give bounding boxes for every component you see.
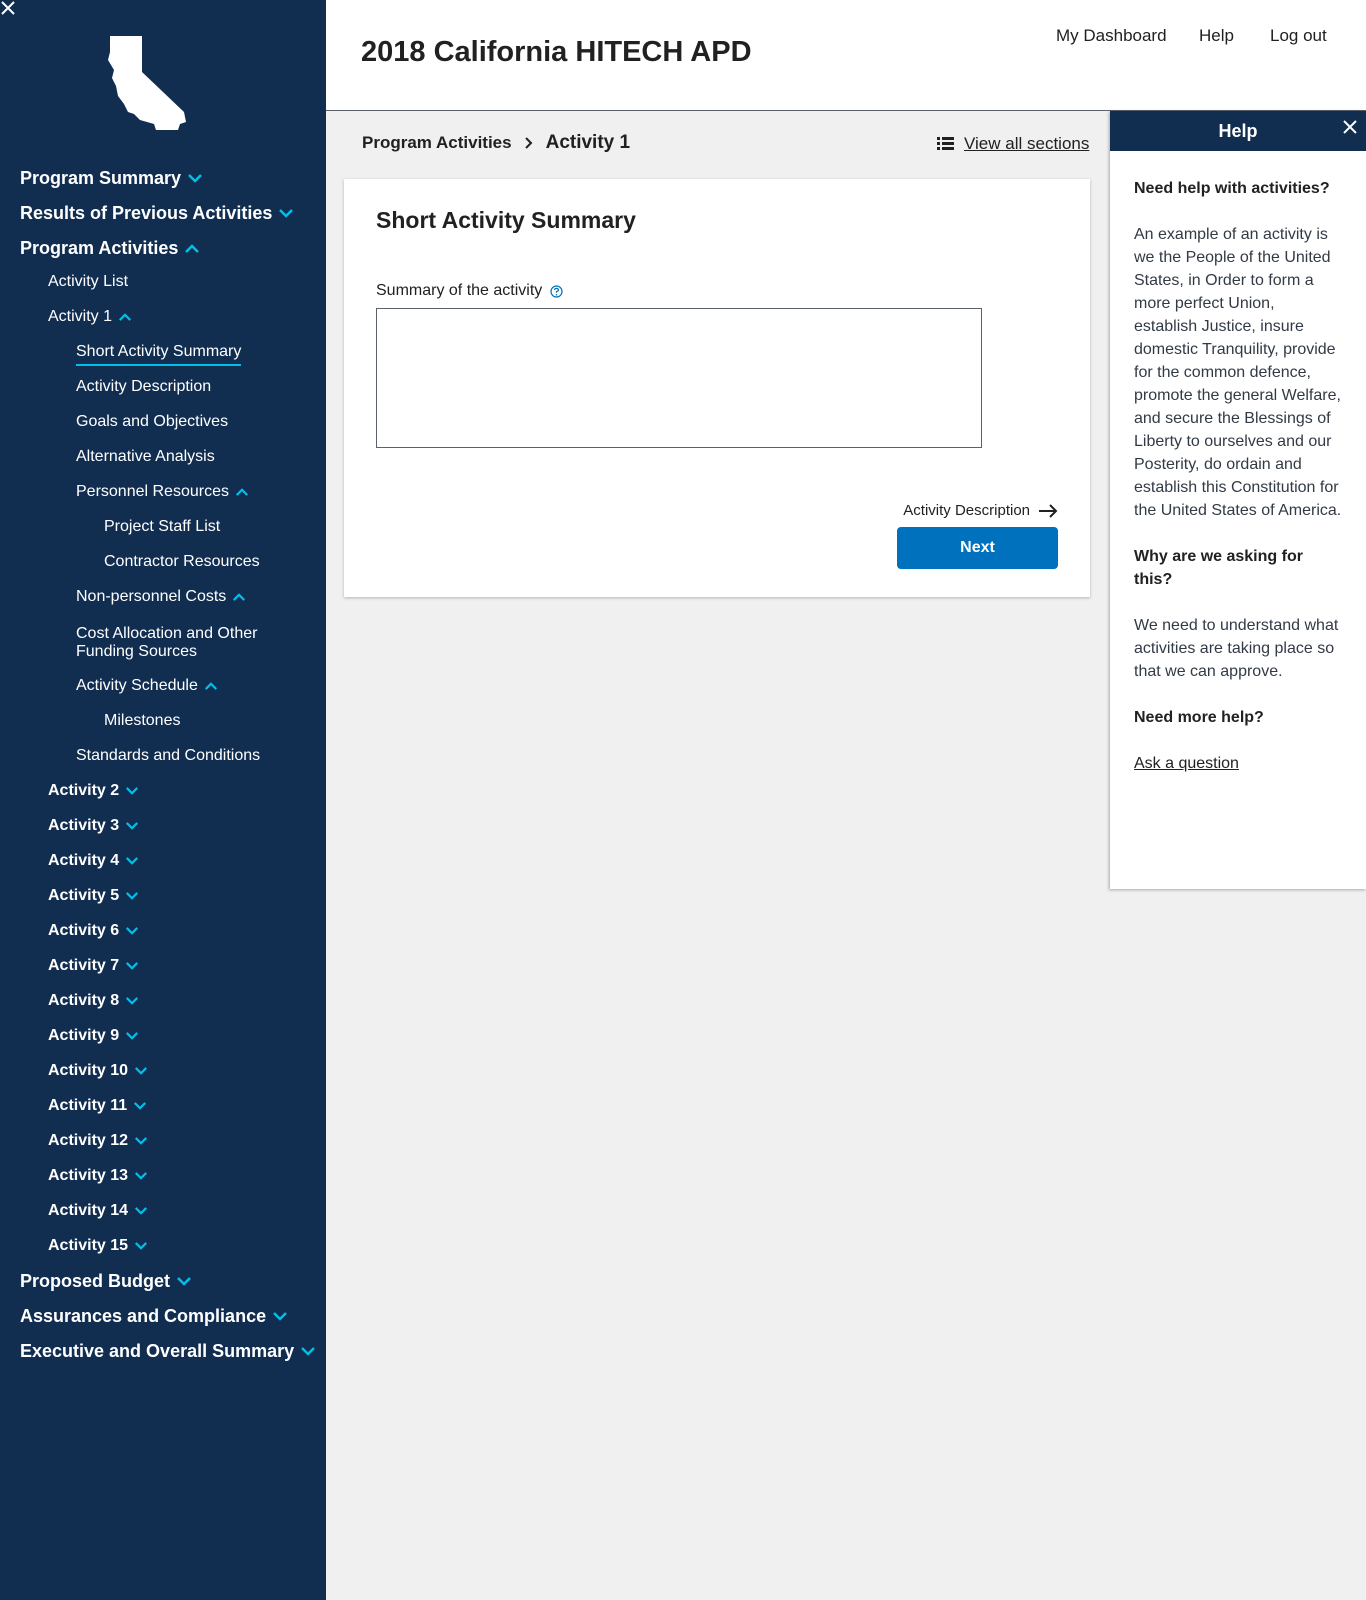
nav-activity-1[interactable] xyxy=(48,308,132,326)
nav-label: Program Summary xyxy=(20,168,182,188)
chevron-down-icon xyxy=(125,996,139,1006)
nav-activity-8[interactable] xyxy=(48,992,139,1010)
nav-label: Activity 12 xyxy=(48,1132,129,1149)
chevron-down-icon xyxy=(125,961,139,971)
help-question-2: Why are we asking for this? xyxy=(1134,548,1303,588)
california-state-logo xyxy=(100,34,195,134)
chevron-up-icon xyxy=(204,681,218,691)
nav-label: Contractor Resources xyxy=(104,553,260,570)
nav-cost-allocation[interactable] xyxy=(76,625,276,661)
nav-proposed-budget[interactable] xyxy=(20,1271,192,1292)
nav-label: Executive and Overall Summary xyxy=(20,1341,295,1361)
nav-label: Activity 4 xyxy=(48,852,120,869)
nav-label: Proposed Budget xyxy=(20,1271,171,1291)
nav-label: Activity 9 xyxy=(48,1027,120,1044)
nav-activity-5[interactable] xyxy=(48,887,139,905)
chevron-down-icon xyxy=(125,821,139,831)
chevron-down-icon xyxy=(134,1241,148,1251)
chevron-down-icon xyxy=(134,1171,148,1181)
section-title: Short Activity Summary xyxy=(376,207,636,233)
nav-standards-conditions[interactable] xyxy=(76,747,260,765)
nav-label: Short Activity Summary xyxy=(76,343,241,366)
help-panel-body xyxy=(1110,151,1366,775)
nav-activity-12[interactable] xyxy=(48,1132,148,1150)
summary-field-label-text: Summary of the activity xyxy=(376,282,543,299)
arrow-right-icon xyxy=(1038,504,1058,518)
nav-activity-3[interactable] xyxy=(48,817,139,835)
help-panel xyxy=(1110,111,1366,889)
chevron-down-icon xyxy=(272,1311,288,1322)
nav-activity-9[interactable] xyxy=(48,1027,139,1045)
question-circle-icon[interactable] xyxy=(550,285,563,298)
nav-assurances-compliance[interactable] xyxy=(20,1306,288,1327)
help-question-1: Need help with activities? xyxy=(1134,180,1330,197)
chevron-down-icon xyxy=(125,926,139,936)
chevron-up-icon xyxy=(232,592,246,602)
chevron-down-icon xyxy=(125,786,139,796)
chevron-down-icon xyxy=(134,1136,148,1146)
summary-field-label xyxy=(376,282,563,300)
help-answer-2: We need to understand what activities are taking place so that we can approve. xyxy=(1134,617,1339,680)
chevron-down-icon xyxy=(133,1101,147,1111)
nav-activity-13[interactable] xyxy=(48,1167,148,1185)
nav-label: Cost Allocation and Other Funding Sources xyxy=(76,625,258,660)
chevron-up-icon xyxy=(118,312,132,322)
nav-program-activities[interactable] xyxy=(20,238,200,259)
nav-program-summary[interactable] xyxy=(20,168,203,189)
nav-executive-summary[interactable] xyxy=(20,1341,316,1362)
nav-project-staff-list[interactable] xyxy=(104,518,220,536)
nav-label: Activity 2 xyxy=(48,782,120,799)
nav-label: Activity 8 xyxy=(48,992,120,1009)
nav-label: Activity 15 xyxy=(48,1237,129,1254)
short-activity-summary-card xyxy=(344,179,1090,597)
nav-label: Activity List xyxy=(48,273,129,290)
help-link[interactable]: Help xyxy=(1199,26,1234,45)
chevron-down-icon xyxy=(125,891,139,901)
chevron-down-icon xyxy=(300,1346,316,1357)
help-question-3: Need more help? xyxy=(1134,709,1264,726)
nav-label: Assurances and Compliance xyxy=(20,1306,267,1326)
help-panel-title: Help xyxy=(1218,121,1258,141)
help-answer-1: An example of an activity is we the People of the United States, in Order to form a more perfect Union, establish Justice, insure domestic Tranquility, provide for the common defence, promote the general Welfare, and secure the Blessings of Liberty to ourselves and our Posterity, do ordain and establish this Constitution for the United States of America. xyxy=(1134,226,1342,519)
chevron-down-icon xyxy=(278,208,294,219)
ask-question-link[interactable]: Ask a question xyxy=(1134,755,1239,772)
nav-label: Project Staff List xyxy=(104,518,221,535)
nav-activity-list[interactable] xyxy=(48,273,128,291)
list-icon xyxy=(937,137,954,151)
nav-non-personnel-costs[interactable] xyxy=(76,588,246,606)
view-all-sections-link[interactable] xyxy=(937,134,1089,154)
nav-label: Activity 5 xyxy=(48,887,120,904)
next-section-label: Activity Description xyxy=(903,502,1030,519)
nav-label: Milestones xyxy=(104,712,181,729)
nav-label: Goals and Objectives xyxy=(76,413,229,430)
nav-activity-4[interactable] xyxy=(48,852,139,870)
my-dashboard-link[interactable]: My Dashboard xyxy=(1056,26,1167,45)
chevron-down-icon xyxy=(125,1031,139,1041)
sidebar xyxy=(0,0,326,1600)
chevron-down-icon xyxy=(134,1066,148,1076)
nav-activity-schedule[interactable] xyxy=(76,677,218,695)
nav-milestones[interactable] xyxy=(104,712,180,730)
log-out-link[interactable]: Log out xyxy=(1270,26,1327,45)
nav-personnel-resources[interactable] xyxy=(76,483,249,501)
nav-label: Activity Schedule xyxy=(76,677,198,694)
nav-label: Activity 13 xyxy=(48,1167,129,1184)
summary-textarea[interactable] xyxy=(376,308,982,448)
nav-label: Program Activities xyxy=(20,238,179,258)
nav-activity-10[interactable] xyxy=(48,1062,148,1080)
nav-activity-15[interactable] xyxy=(48,1237,148,1255)
nav-contractor-resources[interactable] xyxy=(104,553,260,571)
nav-label: Activity Description xyxy=(76,378,212,395)
chevron-up-icon xyxy=(184,243,200,254)
sidebar-close-icon[interactable] xyxy=(0,0,16,16)
chevron-down-icon xyxy=(176,1276,192,1287)
nav-activity-2[interactable] xyxy=(48,782,139,800)
nav-label: Results of Previous Activities xyxy=(20,203,273,223)
nav-label: Activity 1 xyxy=(48,308,113,325)
nav-activity-description[interactable] xyxy=(76,378,211,396)
chevron-down-icon xyxy=(134,1206,148,1216)
chevron-down-icon xyxy=(125,856,139,866)
nav-label: Activity 14 xyxy=(48,1202,129,1219)
nav-label: Activity 6 xyxy=(48,922,120,939)
nav-short-activity-summary[interactable] xyxy=(76,343,241,366)
close-icon[interactable] xyxy=(1342,119,1358,135)
chevron-up-icon xyxy=(235,487,249,497)
nav-label: Activity 7 xyxy=(48,957,120,974)
nav-goals-objectives[interactable] xyxy=(76,413,228,431)
next-button[interactable]: Next xyxy=(897,527,1058,569)
breadcrumb xyxy=(362,132,630,154)
nav-results-previous-activities[interactable] xyxy=(20,203,294,224)
chevron-right-icon xyxy=(524,137,534,149)
nav-activity-7[interactable] xyxy=(48,957,139,975)
nav-label: Activity 3 xyxy=(48,817,120,834)
chevron-down-icon xyxy=(187,173,203,184)
nav-label: Alternative Analysis xyxy=(76,448,215,465)
page-title: 2018 California HITECH APD xyxy=(361,36,752,68)
nav-label: Personnel Resources xyxy=(76,483,229,500)
nav-label: Activity 11 xyxy=(48,1097,128,1114)
breadcrumb-current: Activity 1 xyxy=(545,132,631,153)
help-panel-header xyxy=(1110,111,1366,151)
nav-label: Standards and Conditions xyxy=(76,747,261,764)
nav-alternative-analysis[interactable] xyxy=(76,448,215,466)
nav-activity-11[interactable] xyxy=(48,1097,147,1115)
nav-label: Activity 10 xyxy=(48,1062,129,1079)
nav-activity-6[interactable] xyxy=(48,922,139,940)
next-section-link[interactable] xyxy=(903,502,1058,519)
breadcrumb-parent[interactable]: Program Activities xyxy=(362,133,512,152)
top-header xyxy=(326,0,1366,111)
nav-label: Non-personnel Costs xyxy=(76,588,227,605)
view-all-sections-label: View all sections xyxy=(964,134,1090,153)
nav-activity-14[interactable] xyxy=(48,1202,148,1220)
